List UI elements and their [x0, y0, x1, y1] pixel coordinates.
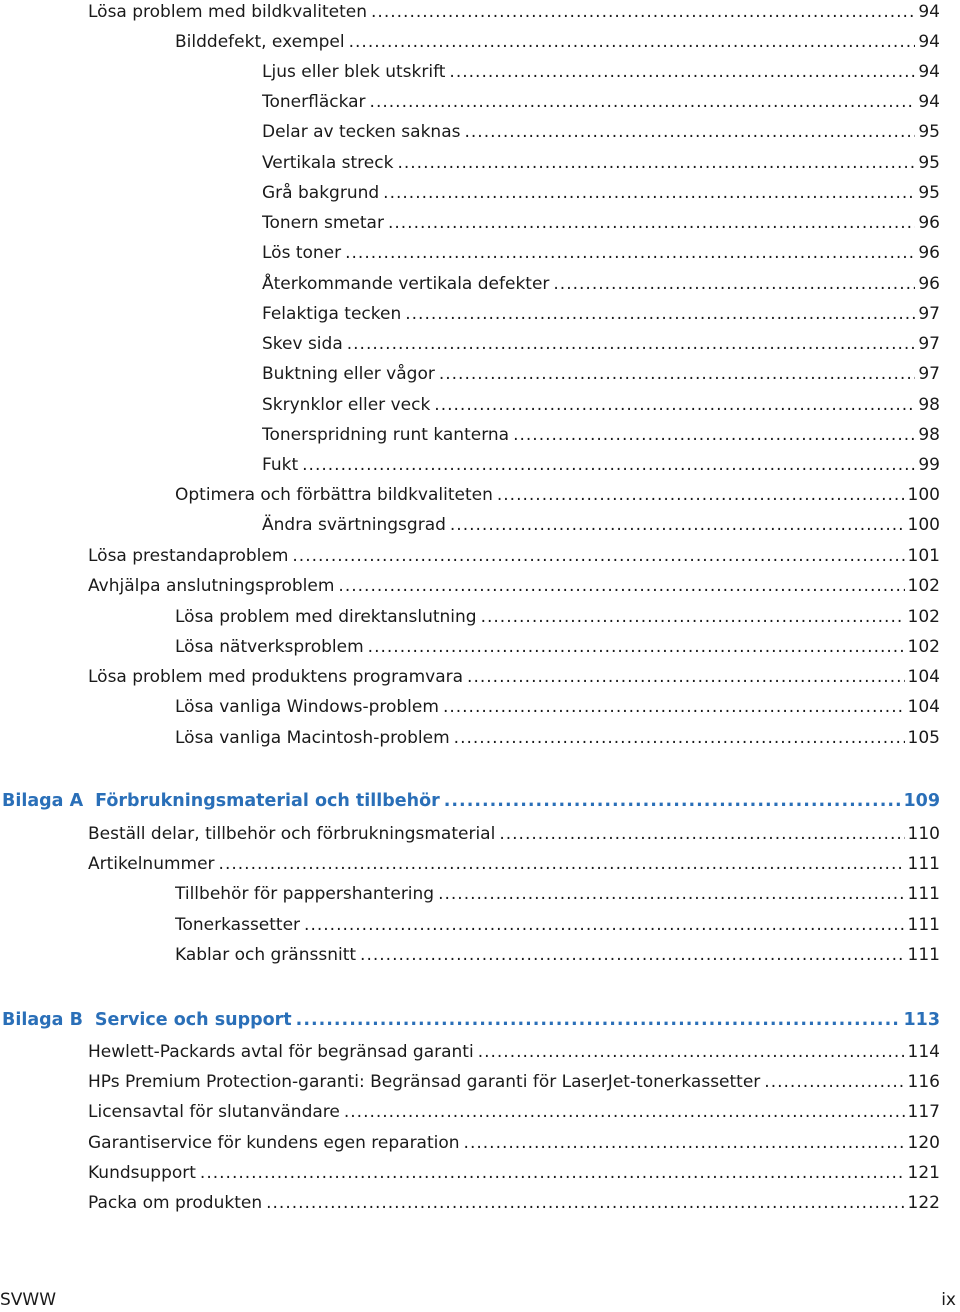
toc-entry-page: 95 — [918, 183, 940, 203]
toc-entry-page: 120 — [907, 1133, 940, 1153]
toc-entry-page: 99 — [918, 455, 940, 475]
toc-entry-title: Ändra svärtningsgrad — [262, 515, 446, 535]
toc-entry[interactable] — [88, 1100, 940, 1124]
toc-entry-title: Artikelnummer — [88, 854, 215, 874]
toc-entry[interactable] — [262, 332, 940, 356]
toc-entry-title: Lösa problem med direktanslutning — [175, 607, 477, 627]
dot-leader — [454, 726, 905, 750]
dot-leader — [553, 272, 915, 296]
toc-entry-page: 96 — [918, 243, 940, 263]
toc-entry[interactable] — [175, 726, 940, 750]
dot-leader — [388, 211, 915, 235]
dot-leader — [304, 913, 905, 937]
toc-entry-title: Delar av tecken saknas — [262, 122, 461, 142]
toc-entry-page: 94 — [918, 32, 940, 52]
toc-entry-page: 102 — [907, 637, 940, 657]
toc-entry-title: Buktning eller vågor — [262, 364, 435, 384]
dot-leader — [347, 332, 916, 356]
dot-leader — [349, 30, 916, 54]
toc-entry[interactable] — [88, 544, 940, 568]
toc-entry[interactable] — [262, 302, 940, 326]
toc-entry-page: 111 — [907, 884, 940, 904]
dot-leader — [438, 882, 904, 906]
toc-entry[interactable] — [262, 393, 940, 417]
dot-leader — [478, 1040, 905, 1064]
appendix-page: 113 — [903, 1010, 940, 1030]
toc-entry-page: 95 — [918, 153, 940, 173]
toc-entry-page: 95 — [918, 122, 940, 142]
dot-leader — [449, 60, 915, 84]
dot-leader — [513, 423, 915, 447]
toc-entry-title: Tonerspridning runt kanterna — [262, 425, 510, 445]
toc-entry-page: 122 — [907, 1193, 940, 1213]
toc-entry-page: 98 — [918, 425, 940, 445]
toc-entry-page: 97 — [918, 304, 940, 324]
toc-entry-page: 94 — [918, 62, 940, 82]
toc-entry-page: 102 — [907, 576, 940, 596]
dot-leader — [499, 822, 904, 846]
dot-leader — [302, 453, 915, 477]
toc-entry[interactable] — [262, 272, 940, 296]
dot-leader — [464, 120, 915, 144]
toc-entry-title: Kablar och gränssnitt — [175, 945, 357, 965]
dot-leader — [296, 1008, 901, 1032]
dot-leader — [219, 852, 905, 876]
toc-entry-title: Lös toner — [262, 243, 342, 263]
toc-entry-title: Ljus eller blek utskrift — [262, 62, 446, 82]
toc-entry-title: Lösa vanliga Windows-problem — [175, 697, 439, 717]
dot-leader — [371, 0, 915, 24]
toc-entry-title: Vertikala streck — [262, 153, 394, 173]
toc-entry[interactable] — [262, 423, 940, 447]
toc-entry-page: 104 — [907, 697, 940, 717]
dot-leader — [464, 1131, 905, 1155]
toc-entry-title: HPs Premium Protection-garanti: Begränsad garanti för LaserJet-tonerkassetter — [88, 1072, 761, 1092]
toc-entry[interactable] — [88, 1191, 940, 1215]
appendix-title: Förbrukningsmaterial och tillbehör — [95, 791, 440, 811]
toc-entry-title: Optimera och förbättra bildkvaliteten — [175, 485, 493, 505]
appendix-page: 109 — [903, 791, 940, 811]
toc-entry-title: Fukt — [262, 455, 299, 475]
dot-leader — [497, 483, 905, 507]
toc-entry-page: 101 — [907, 546, 940, 566]
toc-entry[interactable] — [262, 513, 940, 537]
toc-entry-page: 117 — [907, 1102, 940, 1122]
toc-entry-page: 96 — [918, 213, 940, 233]
toc-entry-page: 110 — [907, 824, 940, 844]
toc-entry-page: 116 — [907, 1072, 940, 1092]
toc-entry-page: 97 — [918, 364, 940, 384]
dot-leader — [360, 943, 905, 967]
toc-entry-page: 111 — [907, 854, 940, 874]
page-footer — [0, 1290, 960, 1312]
toc-entry-title: Bilddefekt, exempel — [175, 32, 345, 52]
toc-entry-title: Packa om produkten — [88, 1193, 263, 1213]
toc-entry[interactable] — [88, 852, 940, 876]
toc-entry[interactable] — [175, 605, 940, 629]
dot-leader — [405, 302, 915, 326]
toc-entry[interactable] — [175, 943, 940, 967]
toc-entry-page: 111 — [907, 945, 940, 965]
toc-entry[interactable] — [88, 574, 940, 598]
toc-entry-page: 114 — [907, 1042, 940, 1062]
toc-entry-title: Beställ delar, tillbehör och förbrukningsmaterial — [88, 824, 496, 844]
dot-leader — [383, 181, 915, 205]
toc-entry-title: Licensavtal för slutanvändare — [88, 1102, 340, 1122]
toc-entry-title: Tillbehör för pappershantering — [175, 884, 435, 904]
dot-leader — [344, 1100, 905, 1124]
toc-entry[interactable] — [262, 211, 940, 235]
toc-entry-page: 98 — [918, 395, 940, 415]
toc-entry-title: Lösa nätverksproblem — [175, 637, 364, 657]
toc-entry-page: 100 — [907, 485, 940, 505]
toc-entry-page: 111 — [907, 915, 940, 935]
toc-entry-page: 102 — [907, 607, 940, 627]
toc-entry[interactable] — [175, 695, 940, 719]
toc-entry[interactable] — [262, 90, 940, 114]
toc-entry-page: 97 — [918, 334, 940, 354]
toc-entry-title: Skrynklor eller veck — [262, 395, 431, 415]
dot-leader — [444, 789, 901, 813]
toc-entry[interactable] — [262, 362, 940, 386]
dot-leader — [338, 574, 904, 598]
dot-leader — [292, 544, 904, 568]
toc-entry-title: Grå bakgrund — [262, 183, 380, 203]
toc-entry-page: 96 — [918, 274, 940, 294]
toc-entry[interactable] — [88, 1070, 940, 1094]
toc-entry-title: Lösa problem med bildkvaliteten — [88, 2, 368, 22]
toc-entry[interactable] — [262, 453, 940, 477]
dot-leader — [370, 90, 916, 114]
dot-leader — [764, 1070, 904, 1094]
toc-entry-page: 94 — [918, 2, 940, 22]
toc-entry-title: Kundsupport — [88, 1163, 196, 1183]
toc-entry-title: Tonerkassetter — [175, 915, 301, 935]
dot-leader — [434, 393, 915, 417]
toc-entry[interactable] — [175, 483, 940, 507]
toc-entry-title: Lösa vanliga Macintosh-problem — [175, 728, 450, 748]
toc-entry-title: Tonerfläckar — [262, 92, 366, 112]
toc-entry-title: Felaktiga tecken — [262, 304, 402, 324]
toc-entry[interactable] — [175, 635, 940, 659]
dot-leader — [345, 241, 915, 265]
toc-entry-page: 105 — [907, 728, 940, 748]
toc-entry-title: Skev sida — [262, 334, 343, 354]
toc-entry-page: 94 — [918, 92, 940, 112]
toc-entry[interactable] — [88, 1040, 940, 1064]
appendix-label: Bilaga B — [2, 1010, 83, 1030]
toc-entry-page: 104 — [907, 667, 940, 687]
toc-entry-title: Avhjälpa anslutningsproblem — [88, 576, 335, 596]
appendix-a-heading[interactable] — [2, 789, 940, 813]
toc-entry[interactable] — [175, 30, 940, 54]
toc-entry-title: Hewlett-Packards avtal för begränsad garanti — [88, 1042, 474, 1062]
toc-entry[interactable] — [262, 60, 940, 84]
toc-entry[interactable] — [88, 1131, 940, 1155]
dot-leader — [439, 362, 916, 386]
toc-entry-page: 100 — [907, 515, 940, 535]
toc-entry-page: 121 — [907, 1163, 940, 1183]
toc-entry[interactable] — [88, 1161, 940, 1185]
dot-leader — [443, 695, 905, 719]
dot-leader — [266, 1191, 904, 1215]
toc-entry[interactable] — [262, 241, 940, 265]
toc-entry[interactable] — [262, 120, 940, 144]
dot-leader — [200, 1161, 905, 1185]
toc-entry-title: Lösa problem med produktens programvara — [88, 667, 464, 687]
toc-entry[interactable] — [88, 0, 940, 24]
toc-entry[interactable] — [175, 913, 940, 937]
toc-entry[interactable] — [175, 882, 940, 906]
footer-page-number: ix — [941, 1290, 956, 1310]
dot-leader — [467, 665, 905, 689]
dot-leader — [450, 513, 905, 537]
dot-leader — [481, 605, 905, 629]
toc-entry[interactable] — [262, 151, 940, 175]
appendix-label: Bilaga A — [2, 791, 84, 811]
toc-entry[interactable] — [88, 665, 940, 689]
toc-entry-title: Garantiservice för kundens egen reparation — [88, 1133, 460, 1153]
toc-entry-title: Återkommande vertikala defekter — [262, 274, 550, 294]
appendix-title: Service och support — [94, 1010, 292, 1030]
footer-doc-code: SVWW — [0, 1290, 57, 1310]
toc-entry-title: Lösa prestandaproblem — [88, 546, 289, 566]
toc-entry[interactable] — [262, 181, 940, 205]
toc-entry[interactable] — [88, 822, 940, 846]
appendix-b-heading[interactable] — [2, 1008, 940, 1032]
toc-entry-title: Tonern smetar — [262, 213, 384, 233]
dot-leader — [368, 635, 905, 659]
dot-leader — [397, 151, 915, 175]
